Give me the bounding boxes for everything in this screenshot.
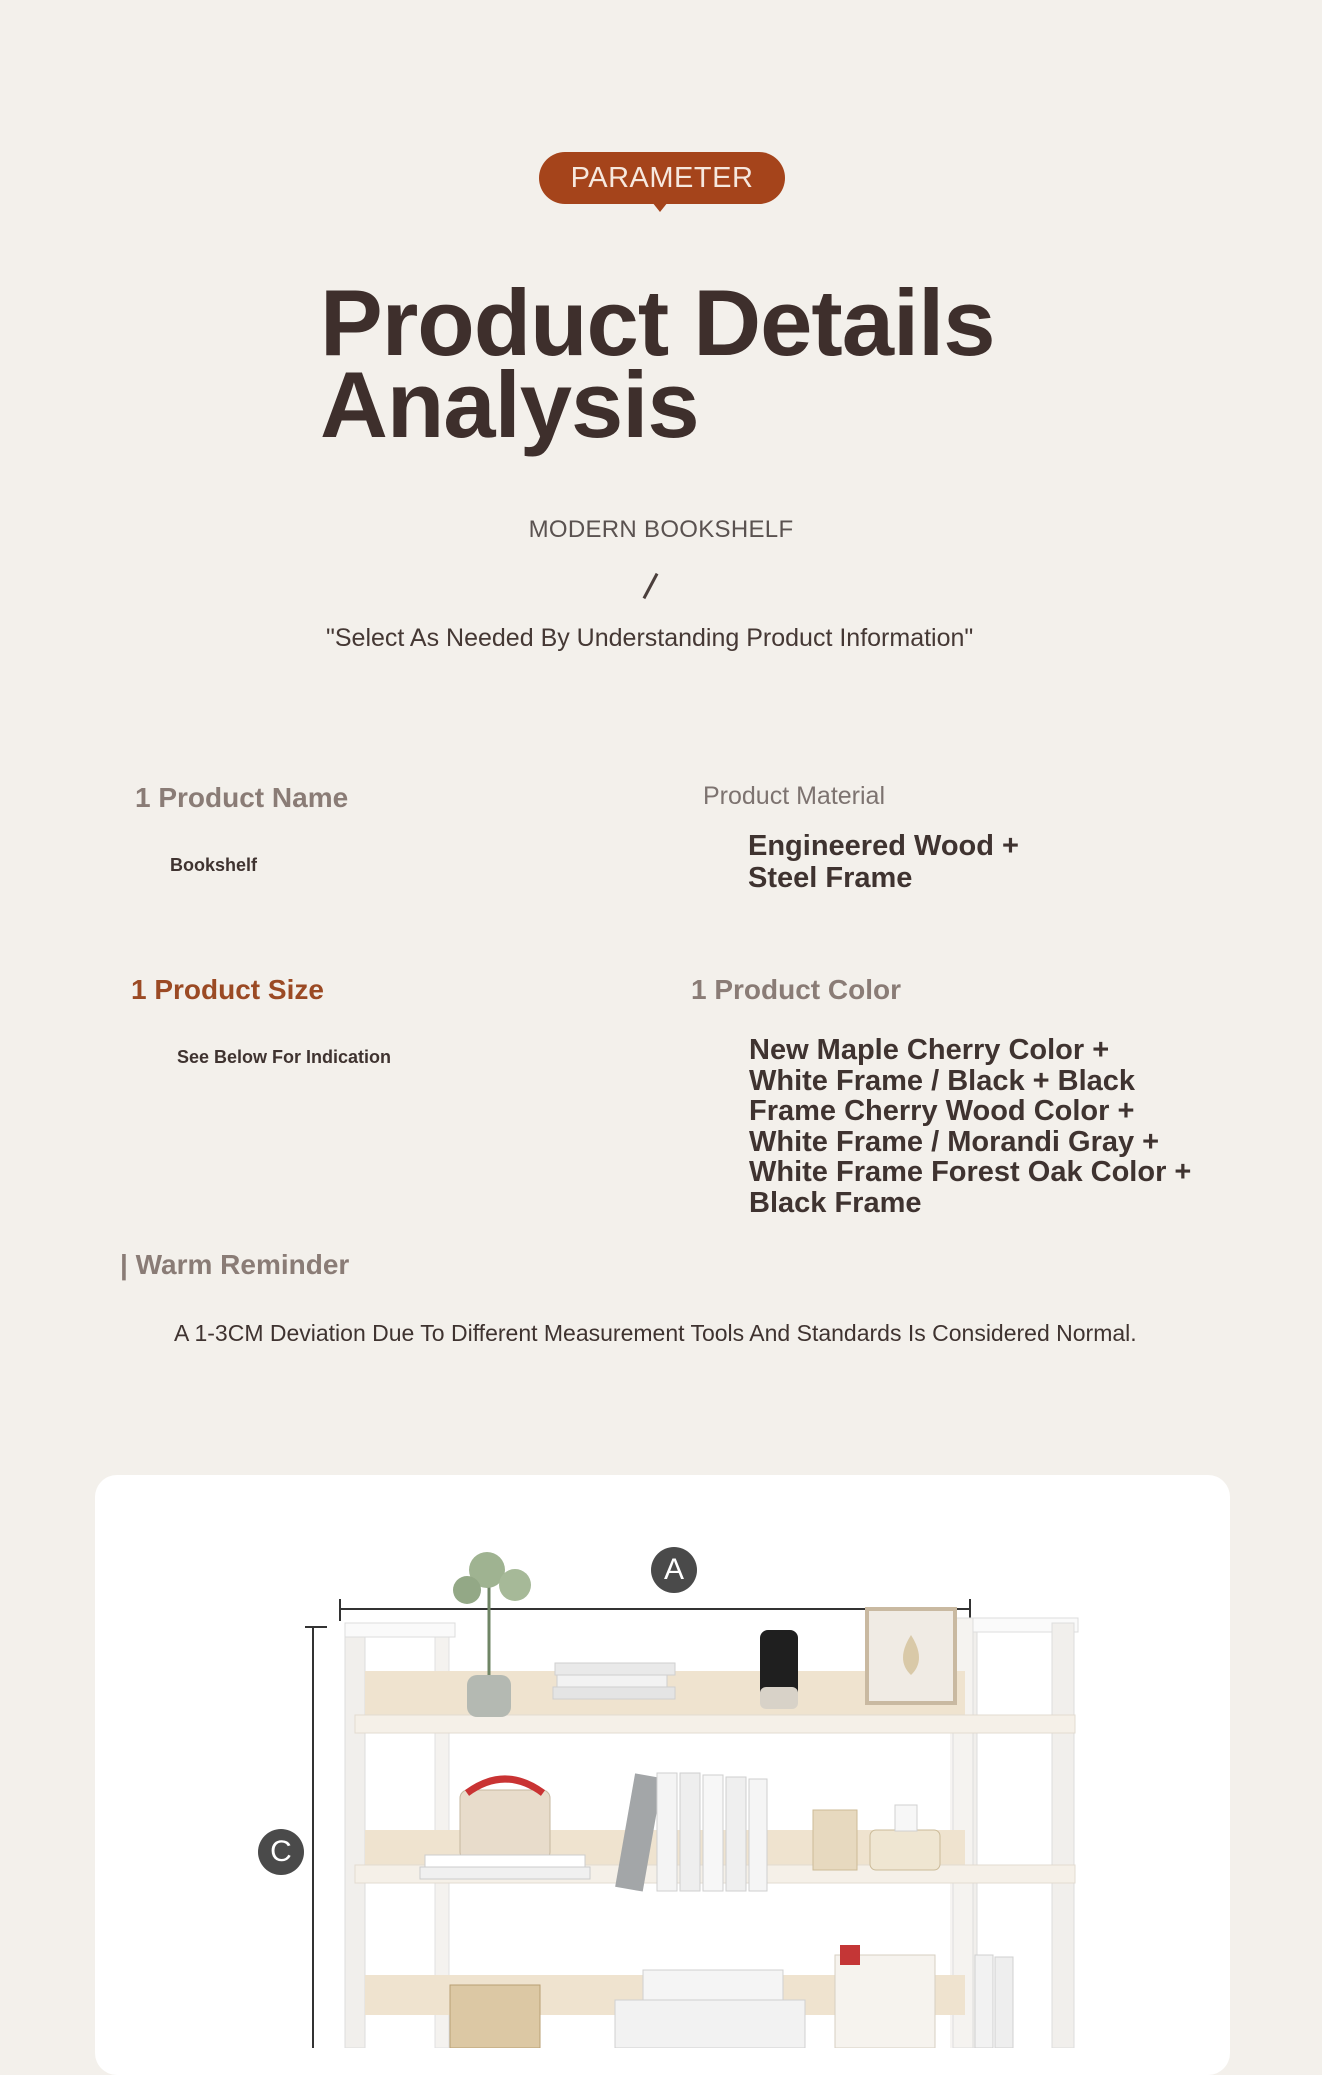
title-line-2: Analysis [320,352,699,457]
parameter-badge: PARAMETER [539,152,785,204]
product-material-value: Engineered Wood + Steel Frame [748,830,1019,894]
product-color-value: New Maple Cherry Color + White Frame / Black + Black Frame Cherry Wood Color + White Frame / Morandi Gray + White Frame Forest Oak Color + Black Frame [749,1034,1192,1219]
product-color-label: 1 Product Color [691,974,902,1005]
product-name-value: Bookshelf [170,855,258,875]
title-line-1: Product Details [320,270,995,375]
badge-pointer [652,202,668,212]
product-subtitle: MODERN BOOKSHELF [528,516,794,543]
product-material-label: Product Material [703,782,886,810]
product-size-value: See Below For Indication [177,1047,392,1067]
product-name-label: 1 Product Name [135,782,349,813]
product-size-label: 1 Product Size [131,974,324,1005]
divider-slash [643,573,659,599]
intro-quote: "Select As Needed By Understanding Product Information" [326,624,974,652]
dimension-marker-a: A [651,1547,697,1593]
dimension-marker-c: C [258,1829,304,1875]
page-title [320,270,1080,457]
warm-reminder-label: | Warm Reminder [120,1249,350,1280]
warm-reminder-text: A 1-3CM Deviation Due To Different Measurement Tools And Standards Is Considered Normal. [174,1320,1137,1346]
